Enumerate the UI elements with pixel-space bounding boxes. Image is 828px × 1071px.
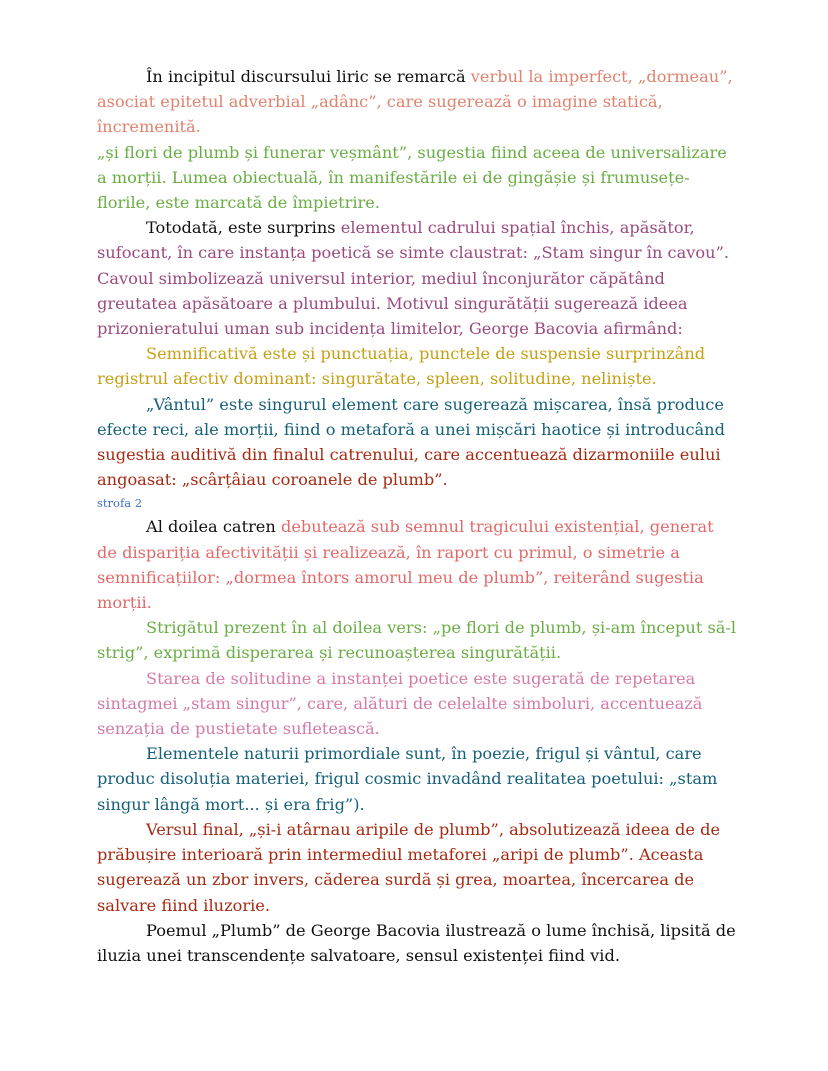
text-run: Elementele naturii primordiale sunt, în poezie, frigul și vântul, care produc disoluția materiei, frigul cosmic invadând realitatea poetului: „stam singur lângă mort... și era frig”). <box>97 744 718 814</box>
text-run: Semnificativă este și punctuația, punctele de suspensie surprinzând registrul afectiv dominant: singurătate, spleen, solitudine, neliniște. <box>97 344 706 389</box>
text-run: Totodată, este surprins <box>146 218 341 238</box>
paragraph-cadru-spatial <box>97 215 737 341</box>
paragraph-versul-final <box>97 817 737 918</box>
paragraph-flori-de-plumb <box>97 140 737 216</box>
document-body <box>97 64 737 968</box>
text-run: Strigătul prezent în al doilea vers: „pe flori de plumb, și-am început să-l strig”, exprimă disperarea și recunoașterea singurătății. <box>97 618 737 663</box>
text-run: În incipitul discursului liric se remarcă <box>146 67 471 86</box>
paragraph-strigatul <box>97 615 737 665</box>
highlighted-run: debutează sub semnul tragicului existențial, generat de dispariția afectivității și realizează, în raport cu primul, o simetrie a semnificațiilor: „dormea întors amorul meu de plumb”, reiterând sugestia morții. <box>97 517 714 613</box>
text-run: „Vântul” este singurul element care sugerează mișcarea, însă produce efecte reci, ale morții, fiind o metaforă a unei mișcări haotice și introducând <box>97 394 725 439</box>
paragraph-vantul <box>97 392 737 493</box>
highlighted-run: sugestia auditivă din finalul catrenului, care accentuează dizarmoniile eului angoasat: „scârțâiau coroanele de plumb”. <box>97 445 721 490</box>
section-label-strofa-2: strofa 2 <box>97 496 143 511</box>
paragraph-concluzie <box>97 918 737 968</box>
text-run: Al doilea catren <box>146 517 281 537</box>
paragraph-elementele-naturii <box>97 741 737 817</box>
highlighted-run: verbul la imperfect, „dormeau”, asociat epitetul adverbial „adânc”, care sugerează o imagine statică, încremenită. <box>97 67 733 137</box>
paragraph-al-doilea-catren <box>97 514 737 615</box>
text-run: Poemul „Plumb” de George Bacovia ilustrează o lume închisă, lipsită de iluzia unei transcendențe salvatoare, sensul existenței fiind vid. <box>97 920 736 965</box>
text-run: Versul final, „și-i atârnau aripile de plumb”, absolutizează ideea de de prăbușire interioară prin intermediul metaforei „aripi de plumb”. Aceasta sugerează un zbor invers, căderea surdă și grea, moartea, încercarea de salvare fiind iluzorie. <box>97 819 721 915</box>
text-run: „și flori de plumb și funerar veșmânt”, sugestia fiind aceea de universalizare a morții. Lumea obiectuală, în manifestările ei de gingășie și frumusețe-florile, este marcată de împietrire. <box>97 142 727 213</box>
text-run: Starea de solitudine a instanței poetice este sugerată de repetarea sintagmei „stam singur”, care, alături de celelalte simboluri, accentuează senzația de pustietate sufletească. <box>97 668 703 739</box>
highlighted-run: elementul cadrului spațial închis, apăsător, sufocant, în care instanța poetică se simte claustrat: „Stam singur în cavou”. Cavoul simbolizează universul interior, mediul înconjurător căpătând greutatea apăsătoare a plumbului. Motivul singurătății sugerează ideea prizonieratului uman sub incidența limitelor, George Bacovia afirmând: <box>97 218 729 339</box>
paragraph-solitudine <box>97 666 737 742</box>
paragraph-incipit <box>97 64 737 140</box>
paragraph-punctuatia <box>97 341 737 391</box>
